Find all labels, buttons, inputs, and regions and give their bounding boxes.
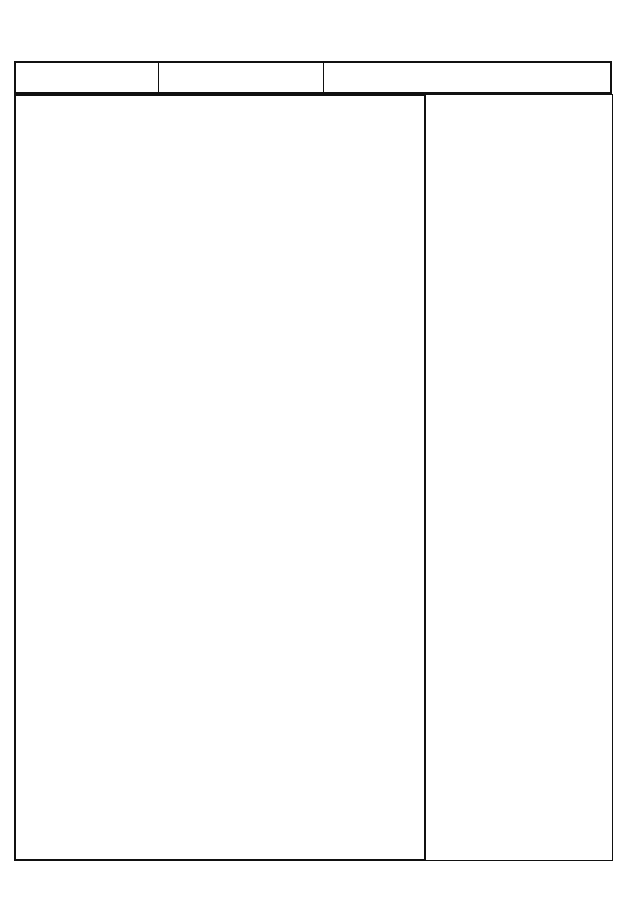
table-outer-frame	[14, 94, 613, 861]
